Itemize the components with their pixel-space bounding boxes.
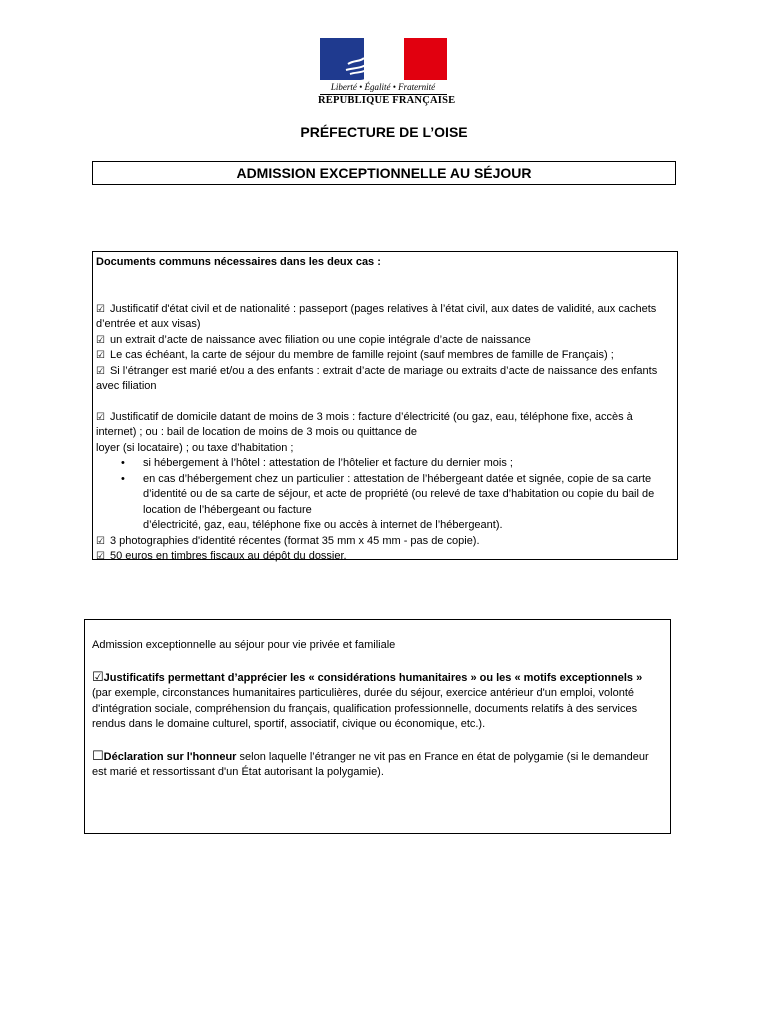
list-item: ☑ 3 photographies d'identité récentes (format 35 mm x 45 mm - pas de copie). [96, 534, 480, 547]
republique-francaise: RÉPUBLIQUE FRANÇAISE [318, 95, 456, 106]
motto: Liberté • Égalité • Fraternité [330, 82, 436, 92]
checked-box-icon: ☑ [96, 411, 105, 423]
list-item: ☑ Justificatif de domicile datant de moins de 3 mois : facture d’électricité (ou gaz, eau, téléphone fixe, accès à internet) ; ou : bail de location de moins de 3 mois ou quittance de [96, 410, 633, 438]
list-item: ☑ Le cas échéant, la carte de séjour du membre de famille rejoint (sauf membres de famille de Français) ; [96, 349, 614, 361]
prefecture-title: PRÉFECTURE DE L’OISE [300, 124, 468, 140]
bullet-icon: • [121, 472, 125, 485]
common-documents-box [92, 251, 678, 560]
bullet-item: • si hébergement à l’hôtel : attestation de l’hôtelier et facture du dernier mois ; [96, 456, 673, 472]
domicile-continuation: loyer (si locataire) ; ou taxe d’habitation ; [96, 441, 294, 454]
list-item: ☐Déclaration sur l'honneur selon laquelle l’étranger ne vit pas en France en état de polygamie (si le demandeur est marié et ressortissant d'un État autorisant la polygamie). [92, 748, 649, 778]
list-item: ☑ Justificatif d'état civil et de nationalité : passeport (pages relatives à l’état civil, aux dates de validité, aux cachets d’entrée et aux visas) [96, 302, 657, 330]
marianne-logo [318, 38, 456, 112]
marianne-profile-icon [340, 38, 410, 80]
bullet-item: • en cas d’hébergement chez un particulier : attestation de l’hébergeant datée et signée, copie de sa carte d’identité ou de sa carte de séjour, et acte de propriété (ou relevé de taxe d’habitation ou copie du bail de location de l’hébergeant ou facture d’électricité, gaz, eau, téléphone fixe ou accès à internet de l’hébergeant). [121, 472, 655, 531]
list-item: ☑Justificatifs permettant d’apprécier les « considérations humanitaires » ou les « motifs exceptionnels » (par exemple, circonstances humanitaires particulières, durée du séjour, exercice antérieur d'un emploi, volonté d'intégration sociale, compréhension du français, qualification professionnelle, documents relatifs à des services rendus dans le domaine culturel, sportif, associatif, civique ou économique, etc.). [92, 669, 643, 730]
list-item: ☑ Si l’étranger est marié et/ou a des enfants : extrait d’acte de mariage ou extraits d’acte de naissance des enfants avec filiation [96, 364, 658, 392]
document-title: ADMISSION EXCEPTIONNELLE AU SÉJOUR [92, 161, 676, 185]
tricolor-flag [320, 38, 447, 80]
checked-box-icon: ☑ [96, 535, 105, 547]
list-item: ☑ un extrait d’acte de naissance avec filiation ou une copie intégrale d’acte de naissance [96, 333, 531, 346]
checked-box-icon: ☑ [96, 350, 105, 361]
list-item: ☑ 50 euros en timbres fiscaux au dépôt du dossier. [96, 550, 347, 562]
bullet-icon: • [121, 457, 125, 469]
private-life-heading: Admission exceptionnelle au séjour pour vie privée et familiale [92, 639, 396, 651]
private-life-box [84, 619, 671, 834]
unchecked-box-icon: ☐ [92, 748, 104, 764]
checked-box-icon: ☑ [92, 669, 104, 685]
checked-box-icon: ☑ [96, 365, 105, 377]
common-documents-heading: Documents communs nécessaires dans les deux cas : [96, 256, 381, 268]
checked-box-icon: ☑ [96, 303, 105, 315]
checked-box-icon: ☑ [96, 334, 105, 346]
checked-box-icon: ☑ [96, 551, 105, 562]
